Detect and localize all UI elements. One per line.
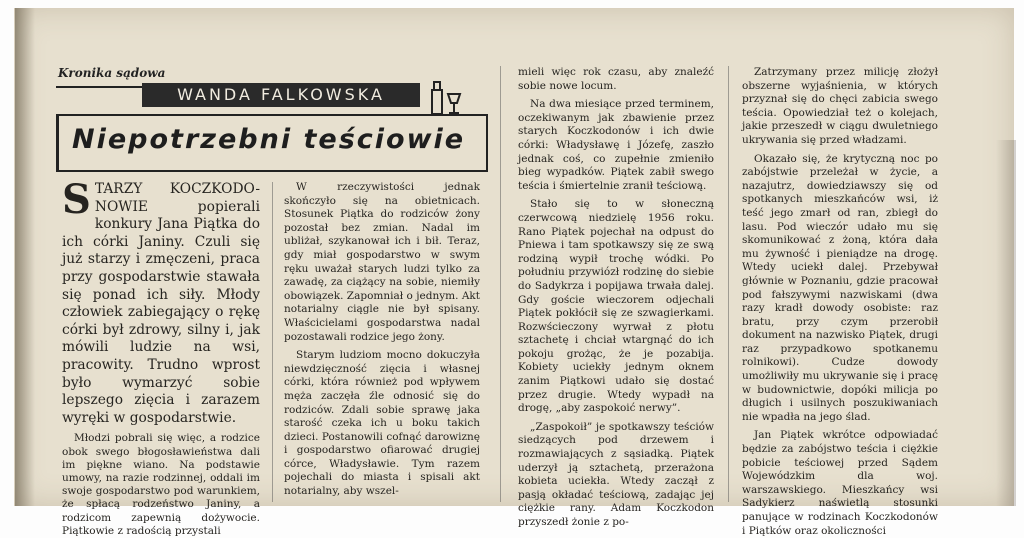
article-title: Niepotrzebni teściowie: [72, 124, 466, 155]
paragraph: Na dwa miesiące przed terminem, oczekiwanym jak zbawienie przez starych Koczkodonów i ich dwie córki: Władysławę i Józefę, zaszło jednak coś, co zupełnie zmieniło bieg wypadków. Piątek zabił swego teścia i śmiertelnie zranił teściową.: [518, 98, 714, 192]
article-column-2: [284, 181, 480, 499]
paragraph: Stało się to w słoneczną czerwcową niedzielę 1956 roku. Rano Piątek pojechał na odpust do Pniewa i tam spotkawszy się ze swą rodziną wypił trochę wódki. Po południu przywiózł rodzinę do siebie do Sadykrza i popijawa trwała dalej. Gdy goście wieczorem odjechali Piątek pokłócił się ze szwagierkami. Rozwścieczony wyrwał z płotu sztachetę i chciał wtargnąć do ich pokoju grożąc, że je pozabija. Kobiety uciekły jednym oknem zanim Piątkowi udało się dostać przez drugie. Wtedy wypadł na drogę, „aby zaspokoić nerwy”.: [518, 198, 714, 415]
paragraph: „Zaspokoił” je spotkawszy teściów siedzących pod drzewem i rozmawiających z sąsiadką. Piątek uderzył ją sztachetą, przerażona kobieta uciekła. Wtedy zaczął z pasją okładać teściową, zadając jej ciężkie rany. Adam Koczkodon przyszedł żonie z po-: [518, 420, 714, 528]
page-edge-shadow: [996, 140, 1016, 506]
column-divider: [728, 66, 729, 502]
paragraph: mieli więc rok czasu, aby znaleźć sobie nowe locum.: [518, 66, 714, 92]
column-divider: [500, 66, 501, 502]
article-column-1: [62, 176, 260, 538]
section-label: Kronika sądowa: [58, 66, 166, 80]
page-fold-shadow: [15, 8, 35, 506]
article-column-4: [742, 66, 938, 538]
paragraph: Jan Piątek wkrótce odpowiadać będzie za zabójstwo teścia i ciężkie pobicie teściowej przed Sądem Wojewódzkim dla woj. warszawskiego. Mieszkańcy wsi Sadykierz naświetlą stosunki panujące w rodzinach Koczkodonów i Piątków oraz okoliczności: [742, 429, 938, 537]
paragraph: Zatrzymany przez milicję złożył obszerne wyjaśnienia, w których przyznał się do chęci zabicia swego teścia. Opowiedział też o kolejach, jakie przeszedł w ciągu dwuletniego ukrywania się przed władzami.: [742, 66, 938, 146]
paragraph: Młodzi pobrali się więc, a rodzice obok swego błogosławieństwa dali im piękne wiano. Na podstawie umowy, na razie rodzinnej, oddali im swoje gospodarstwo pod warunkiem, że spłacą rodzeństwo Janiny, a rodzicom zapewnią dożywocie. Piątkowie z radością przystali: [62, 432, 260, 537]
paragraph: Starym ludziom mocno dokuczyła niewdzięczność zięcia i własnej córki, która również pod wpływem męża zaczęła źle odnosić się do rodziców. Zdali sobie sprawę jaka starość czeka ich u boku takich dzieci. Postanowili cofnąć darowiznę i gospodarstwo ofiarować drugiej córce, Władysławie. Tym razem pojechali do miasta i spisali akt notarialny, aby wszel-: [284, 349, 480, 498]
column-divider: [272, 182, 273, 502]
article-column-3: [518, 66, 714, 530]
paragraph: Okazało się, że krytyczną noc po zabójstwie przeleżał w życie, a nazajutrz, dowiedziawszy się od spotkanych mieszkańców wsi, iż teść jego zmarł od ran, zbiegł do lasu. Pod wieczór udało mu się skomunikować z żoną, która dała mu żywność i pieniądze na drogę. Wtedy uciekł dalej. Przebywał głównie w Poznaniu, gdzie pracował pod fałszywymi nazwiskami (dwa razy kradł dowody osobiste: raz bratu, przy czym przerobił dokument na nazwisko Piątek, drugi raz przypadkowo spotkanemu rolnikowi). Cudze dowody umożliwiły mu ukrywanie się i pracę w budownictwie, dopóki milicja po długich i usilnych poszukiwaniach nie wpadła na jego ślad.: [742, 152, 938, 423]
drop-cap: S: [62, 176, 91, 223]
bottle-glass-icon: [426, 80, 466, 116]
paragraph: W rzeczywistości jednak skończyło się na obietnicach. Stosunek Piątka do rodziców żony pozostał bez zmian. Nadal im ubliżał, szykanował ich i bił. Teraz, gdy miał gospodarstwo w swym ręku uważał starych ludzi tylko za zawadę, za ciążący na sobie, niemiły obowiązek. Zapomniał o jednym. Akt notarialny ciągle nie był spisany. Właścicielami gospodarstwa nadal pozostawali rodzice jego żony.: [284, 181, 480, 343]
header-rule: [56, 86, 146, 88]
lead-paragraph: STARZY KOCZKODO-NOWIE popierali konkury Jana Piątka do ich córki Janiny. Czuli się już starzy i zmęczeni, praca przy gospodarstwie stawała się ponad ich siły. Młody człowiek zabiegający o rękę córki był zdrowy, silny i, jak mówili ludzie na wsi, pracowity. Trudno wprost było wymarzyć sobie lepszego zięcia i zarazem wyręki w gospodarstwie.: [62, 176, 260, 426]
author-name: WANDA FALKOWSKA: [142, 83, 420, 107]
